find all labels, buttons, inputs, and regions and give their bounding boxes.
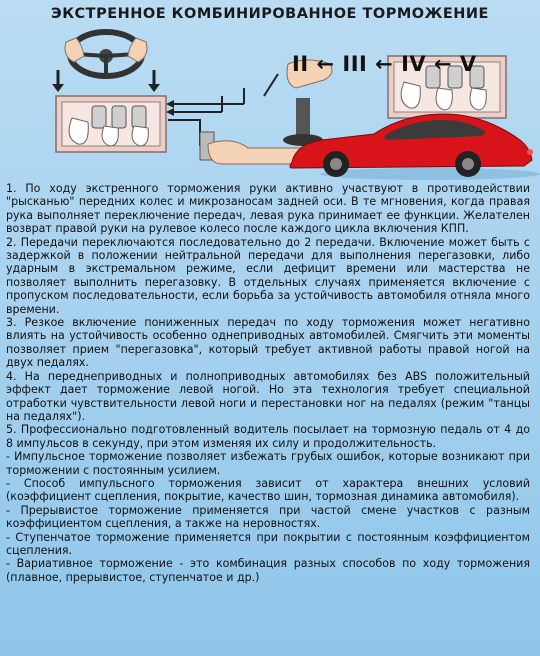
body-text: [6, 182, 530, 584]
paragraph: - Вариативное торможение - это комбинация разных способов по ходу торможения (плавное, прерывистое, ступенчатое и др.): [6, 557, 530, 584]
paragraph: 4. На переднеприводных и полноприводных автомобилях без ABS положительный эффект дает торможение левой ногой. Но эта технология требует специальной отработки чувствительности левой ноги и перестановки ног на педалях (режим "танцы на педалях").: [6, 369, 530, 423]
steering-wheel-icon: [52, 32, 160, 92]
paragraph: - Способ импульсного торможения зависит от характера внешних условий (коэффициент сцепления, покрытие, качество шин, тормозная динамика автомобиля).: [6, 476, 530, 504]
red-sports-car-icon: [290, 114, 540, 180]
gear-label: V: [459, 52, 477, 76]
paragraph: - Ступенчатое торможение применяется при покрытии с постоянным коэффициентом сцепления.: [6, 530, 530, 557]
gear-sequence: [292, 52, 522, 76]
paragraph: 5. Профессионально подготовленный водитель посылает на тормозную педаль от 4 до 8 импульсов в секунду, при этом изменяя их силу и продолжительность.: [6, 423, 530, 450]
paragraph: 2. Передачи переключаются последовательно до 2 передачи. Включение может быть с задержкой в положении нейтральной передачи для выполнения перегазовки, либо ударным в экстремальном режиме, если дефицит времени или мастерства не позволяет выполнить перегазовку. В отдельных случаях применяется включение с пропуском последовательности, если борьба за устойчивость автомобиля отняла много времени.: [6, 235, 530, 316]
arrow-left-icon: ←: [316, 52, 335, 76]
arrow-left-icon: ←: [375, 52, 394, 76]
page-title: ЭКСТРЕННОЕ КОМБИНИРОВАННОЕ ТОРМОЖЕНИЕ: [51, 6, 489, 22]
paragraph: - Прерывистое торможение применяется при частой смене участков с разным коэффициентом сцепления, а также на неровностях.: [6, 503, 530, 531]
illustration-svg: [0, 24, 540, 182]
paragraph: - Импульсное торможение позволяет избежать грубых ошибок, которые возникают при торможении с постоянным усилием.: [6, 450, 530, 477]
paragraph: 1. По ходу экстренного торможения руки активно участвуют в противодействии "рысканью" передних колес и микрозаносам задней оси. В те мгновения, когда правая рука выполняет переключение передач, левая рука принимает ее функции. Желателен возврат правой руки на рулевое колесо после каждого цикла включения КПП.: [6, 182, 530, 236]
pedal-set-icon: [56, 96, 166, 152]
illustration: [0, 24, 540, 182]
gear-label: III: [342, 52, 368, 76]
arrow-left-icon: ←: [433, 52, 453, 76]
paragraph: 3. Резкое включение пониженных передач по ходу торможения может негативно влиять на устойчивость особенно однеприводных автомобилей. Смягчить эти моменты позволяет прием "перегазовка", который требует активной работы правой ногой на двух педалях.: [6, 316, 530, 370]
gear-label: IV: [401, 52, 427, 76]
gear-label: II: [292, 52, 309, 76]
